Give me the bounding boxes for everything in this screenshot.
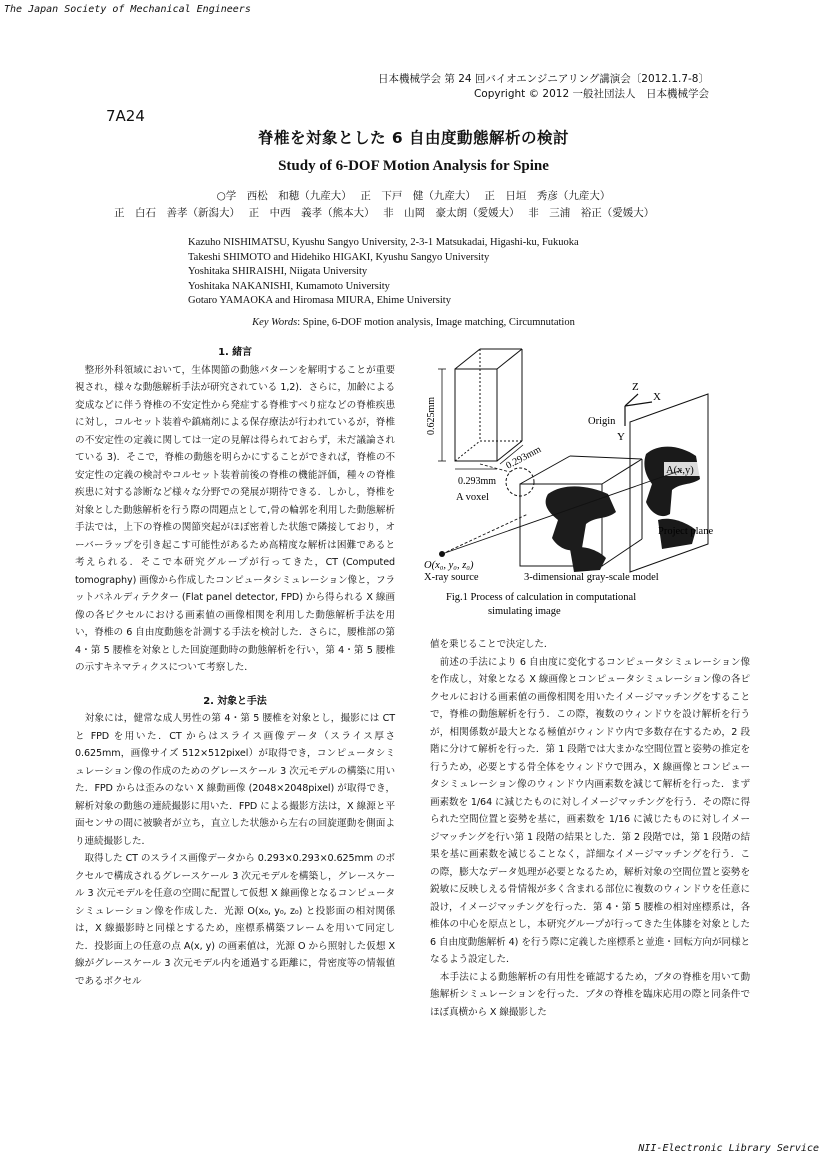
keywords-text: : Spine, 6-DOF motion analysis, Image matching, Circumnutation [297, 317, 575, 328]
conference-info [209, 72, 709, 102]
author-line: ○学 西松 和穂（九産大） 正 下戸 健（九産大） 正 日垣 秀彦（九産大） [216, 190, 611, 202]
affiliations [188, 236, 748, 309]
dim-width2-label: 0.293mm [504, 444, 544, 472]
paragraph: 本手法による動態解析の有用性を確認するため，ブタの脊椎を用いて動態解析シミュレーションを行った．ブタの脊椎を臨床応用の際と同条件でほぼ真横から X 線撮影した [430, 971, 750, 1018]
xray-source-point [439, 551, 445, 557]
author-line: 正 白石 善孝（新潟大） 正 中西 義孝（熊本大） 非 山岡 豪太朗（愛媛大） 非 三浦 裕正（愛媛大） [114, 207, 655, 219]
dim-height-label: 0.625mm [426, 396, 437, 436]
figure-caption-line2: simulating image [488, 606, 561, 617]
page-footer: NII-Electronic Library Service [638, 1143, 819, 1154]
paragraph: 対象には，健常な成人男性の第 4・第 5 腰椎を対象とし，撮影には CT と FPD を用いた．CT からはスライス画像データ（スライス厚さ 0.625mm，画像サイズ 512×512pixel）が取得でき，コンピュータシミュレーション像の作成のためのグレースケール 3 次元モデルの構築に用いた．FPD からは歪みのない X 線動画像 (2048×2048pixel) が取得でき，解析対象の動態の連続撮影に用いた．FPD による撮影方法は，X 線源と平面センサの間に被験者が立ち，直立した状態から左右の回旋運動を側面より連続撮影した． [75, 713, 395, 847]
affiliation-line: Yoshitaka NAKANISHI, Kumamoto University [188, 280, 390, 292]
paragraph: 前述の手法により 6 自由度に変化するコンピュータシミュレーション像を作成し，対象となる X 線画像とコンピュータシミュレーション像の各ピクセルにおける画素値の画像相関を用いたイメージマッチングをすることで，脊椎の動態解析を行う．この際，複数のウィンドウを設け解析を行うが，相関係数が最大となる極値がウィンドウ内で多数存在するため，2 段階に分けて解析を行った．第 1 段階では大まかな空間位置と姿勢の推定を行うため，必要とする骨全体をウィンドウで囲み，X 線画像とコンピュータシミュレーション像のウィンドウ内画素数を減じて解析を行った．まず画素数を 1/64 に減じたものに対しイメージマッチングを行う．その際に得られた空間位置と姿勢を基に，画素数を 1/16 に減じたものに対しイメージマッチングを行い第 1 段階の結果とした．第 2 段階では，第 1 段階の結果を基に画素数を減じることなく，詳細なイメージマッチングを行う．この際，膨大なデータ処理が必要となるため，解析対象の空間位置と姿勢を鋭敏に反映しえる骨情報が多く含まれる部位に複数のウィンドウを任意に設け，イメージマッチングを行った．第 4・第 5 腰椎の相対座標系は，各椎体の中心を原点とし，本研究グループが行ってきた生体膝を対象とした 6 自由度動態解析 4) を行う際に定義した座標系と並進・回転方向が同様となるよう設定した． [430, 656, 751, 965]
coordinate-axes [625, 394, 652, 426]
project-plane-label: Project plane [658, 526, 714, 537]
figure-caption-line1: Fig.1 Process of calculation in computational [446, 592, 637, 603]
left-column [75, 344, 395, 990]
paragraph: 取得した CT のスライス画像データから 0.293×0.293×0.625mm のボクセルで構成されるグレースケール 3 次元モデルを構築し，グレースケール 3 次元モデルを任意の空間に配置して仮想 X 線画像となるコンピュータシミュレーション像を作成した．光源 O(x₀, y₀, z₀) と投影面の相対関係は，X 線撮影時と同様とするため，座標系構築フレームを用いて同定した．投影面上の任意の点 A(x, y) の画素値は，光源 O から照射した仮想 X 線がグレースケール 3 次元モデル内を通過する距離に，骨密度等の情報値であるボクセル [75, 853, 395, 987]
paragraph: 整形外科領域において，生体関節の動態パターンを解明することが重要視され，様々な動態解析手法が研究されている 1,2)．さらに，加齢による変成などに伴う脊椎の不安定性から発症する脊椎すべり症などの脊椎疾患に対し，コルセット装着や鎮痛剤による保存療法が行われているが，脊椎の不安定性の定義に関しては一定の見解は得られておらず，未だ議論されている 3)．そこで，脊椎の動態を明らかにすることができれば，脊椎の不安定性の定義の検討やコルセット装着前後の脊椎の機能評価，種々の脊椎疾患に対する診断など様々な分野での発展が期待できる．しかし，脊椎を対象とした動態解析を行う際の問題点として,骨の輪郭を利用した動態解析手法では，上下の脊椎の関節突起がほぼ密着した状態で隣接しており，オーバーラップを引き起こす可能性があるため高精度な解析は困難であると考えられる．そこで本研究グループが行ってきた，CT (Computed tomography) 画像から作成したコンピュータシミュレーション像と，フラットパネルディテクター (Flat panel detector, FPD) から得られる X 線画像の各ピクセルにおける画素値の画像相関を利用した動態解析手法を用い，脊椎の 6 自由度動態を計測する手法を検討した．さらに，腰椎部の第 4・第 5 腰椎を対象とした回旋運動時の動態解析を行い，第 4・第 5 腰椎の示すキネマティクスについて考察した． [75, 364, 395, 673]
vertebra-model [546, 486, 616, 572]
paragraph: 値を乗じることで決定した． [430, 639, 554, 650]
axis-y-label: Y [617, 431, 625, 443]
xray-source-label: X-ray source [424, 572, 479, 583]
copyright-line: Copyright © 2012 一般社団法人 日本機械学会 [473, 88, 709, 100]
paper-number: 7A24 [106, 107, 145, 125]
figure-1 [420, 344, 755, 644]
page-header: The Japan Society of Mechanical Engineers [4, 4, 251, 15]
affiliation-line: Gotaro YAMAOKA and Hiromasa MIURA, Ehime University [188, 295, 451, 306]
keywords [0, 316, 827, 331]
right-column [430, 636, 750, 1021]
title-english: Study of 6-DOF Motion Analysis for Spine [278, 158, 549, 174]
origin-label: Origin [588, 416, 616, 427]
axis-x-label: X [653, 391, 661, 403]
conference-line: 日本機械学会 第 24 回バイオエンジニアリング講演会〔2012.1.7-8〕 [378, 73, 709, 85]
section-heading-introduction: 1. 緒言 [218, 347, 252, 358]
affiliation-line: Yoshitaka SHIRAISHI, Niigata University [188, 266, 368, 277]
keywords-label: Key Words [252, 317, 298, 328]
authors-japanese [0, 188, 827, 222]
section-heading-methods: 2. 対象と手法 [203, 695, 267, 707]
voxel-box [455, 349, 522, 461]
source-label: O(x₀, y₀, z₀) [424, 560, 474, 571]
axis-z-label: Z [632, 381, 639, 393]
point-label: A(x,y) [666, 465, 694, 476]
voxel-label: A voxel [456, 492, 489, 503]
figure-diagram [420, 344, 755, 644]
dim-width1-label: 0.293mm [458, 476, 497, 487]
affiliation-line: Kazuho NISHIMATSU, Kyushu Sangyo University, 2-3-1 Matsukadai, Higashi-ku, Fukuoka [188, 237, 579, 248]
model-label: 3-dimensional gray-scale model [524, 572, 659, 583]
title-japanese: 脊椎を対象とした 6 自由度動態解析の検討 [257, 129, 570, 147]
affiliation-line: Takeshi SHIMOTO and Hidehiko HIGAKI, Kyushu Sangyo University [188, 251, 490, 263]
